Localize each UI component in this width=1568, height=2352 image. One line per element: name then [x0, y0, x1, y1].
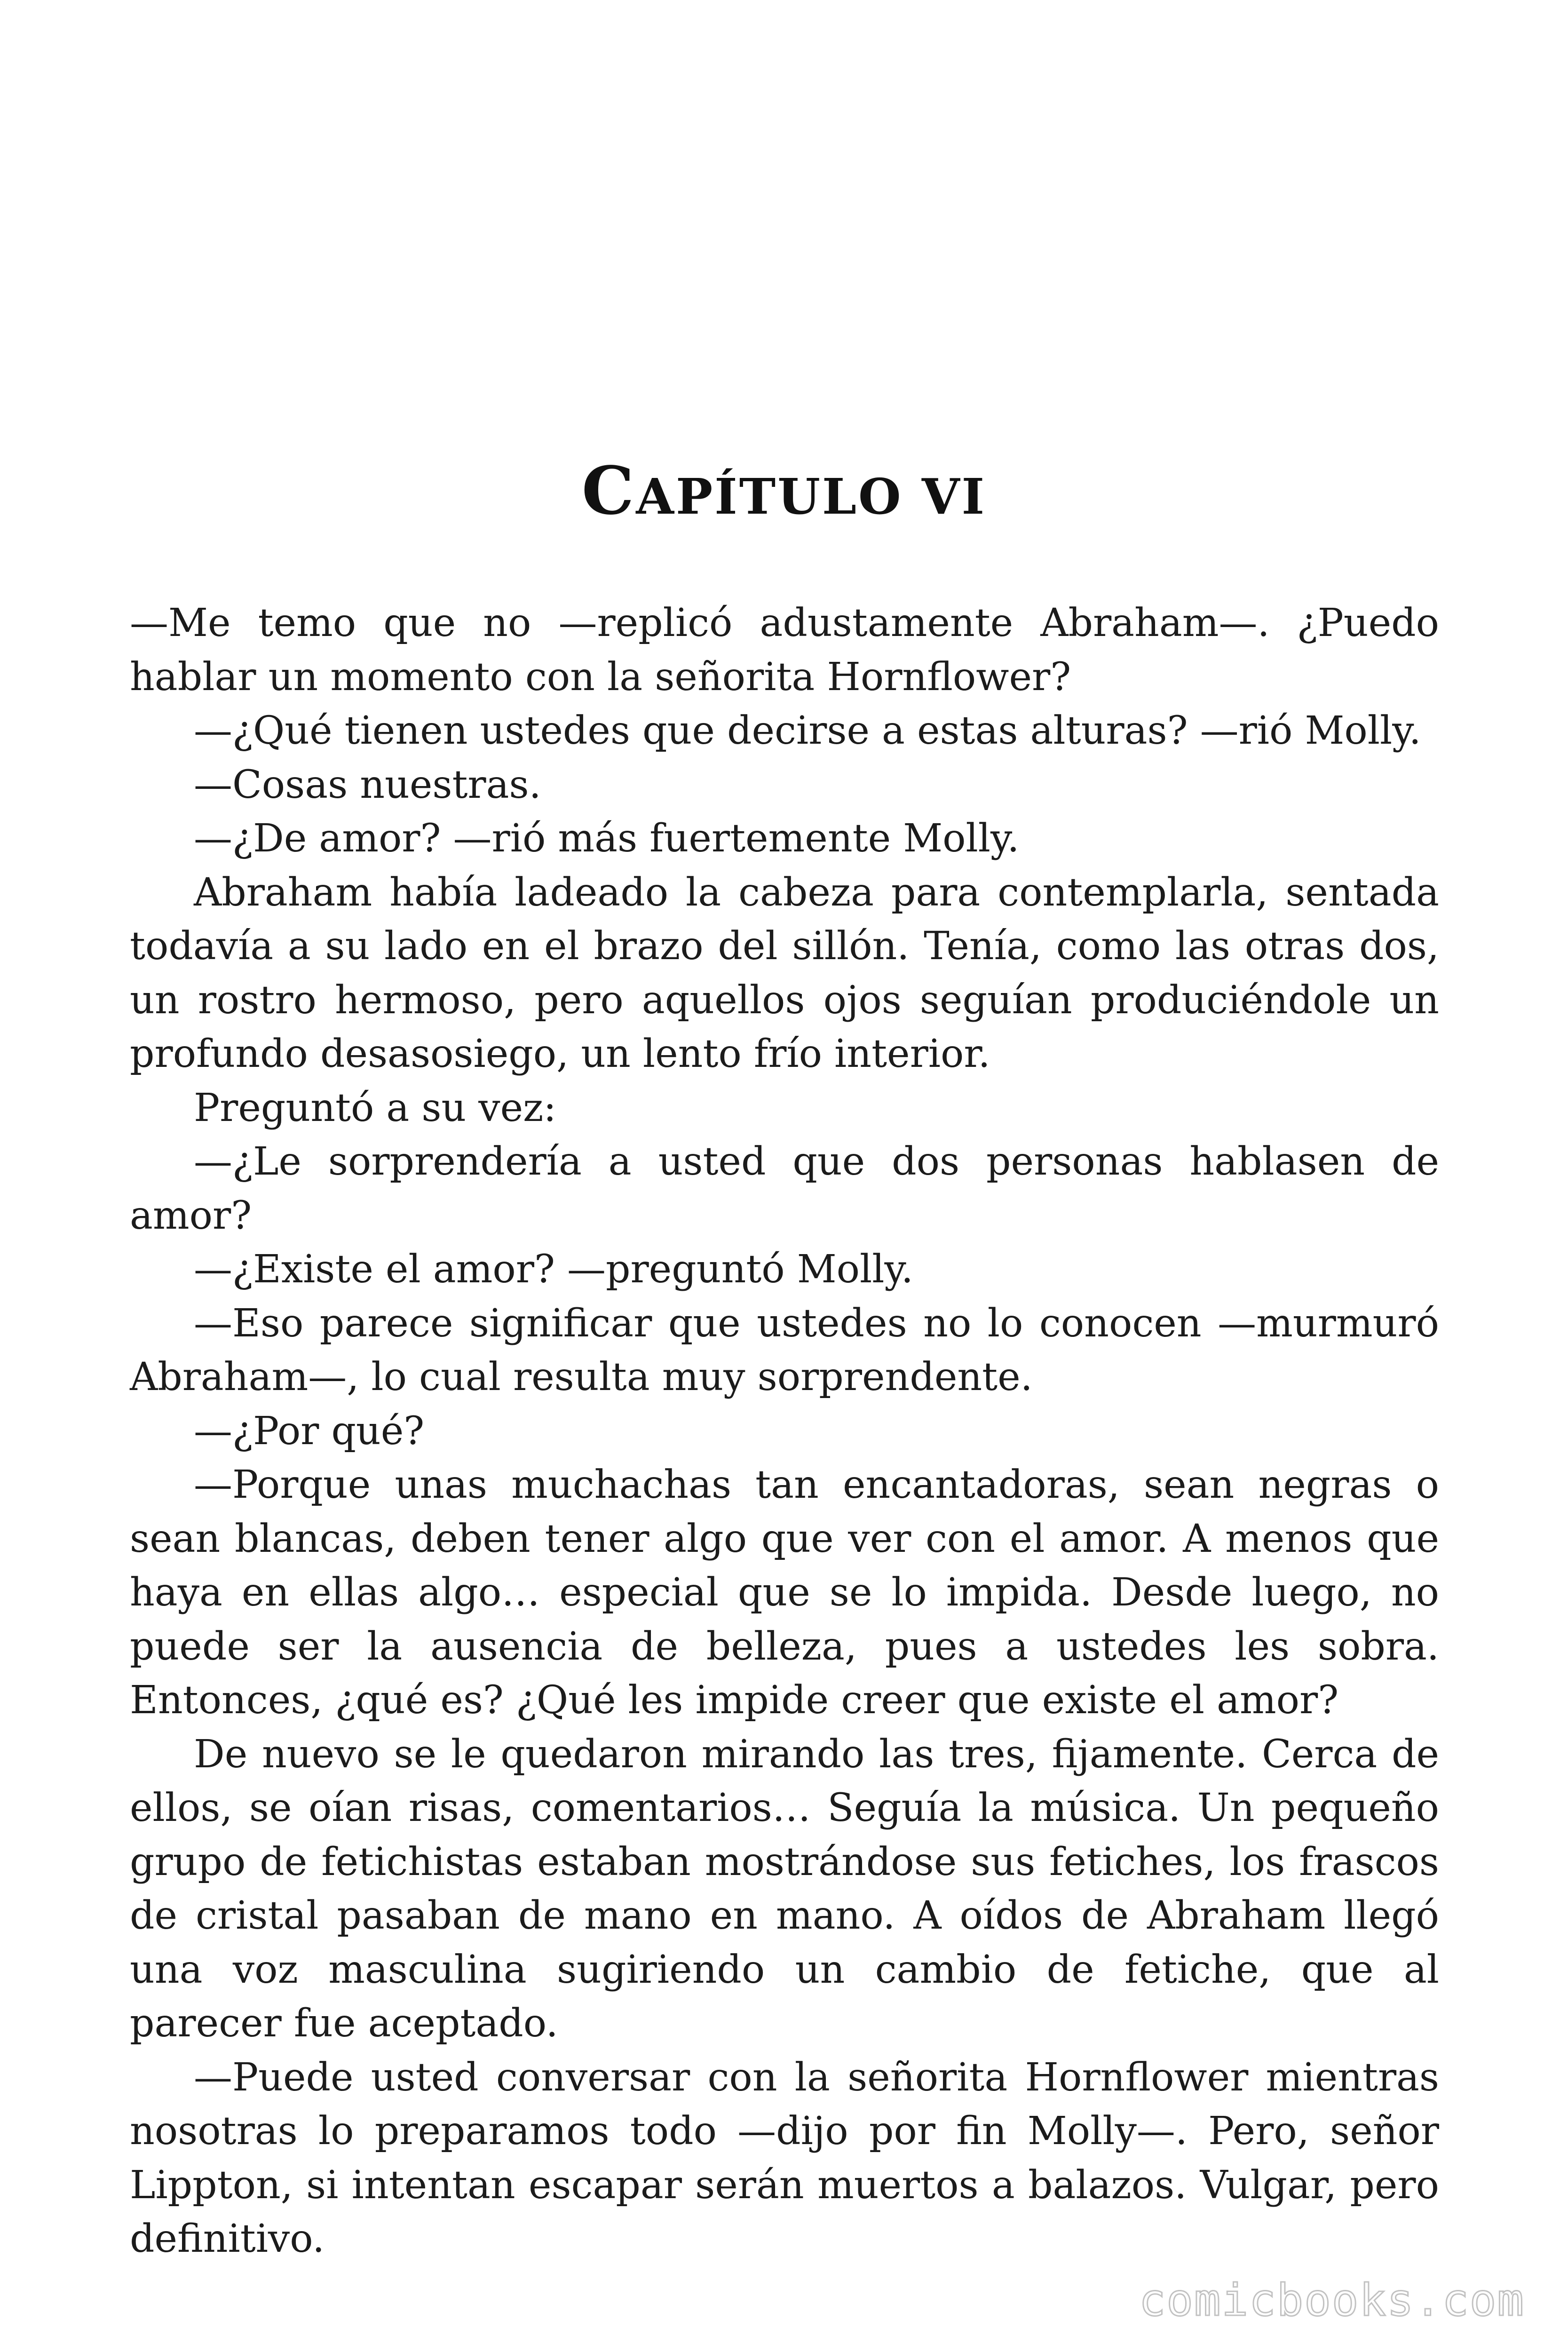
- paragraph: —Me temo que no —replicó adustamente Abraham—. ¿Puedo hablar un momento con la señorita Hornflower?: [130, 601, 1439, 699]
- paragraph: —Porque unas muchachas tan encantadoras, sean negras o sean blancas, deben tener algo que ver con el amor. A menos que haya en ellas algo… especial que se lo impida. Desde luego, no puede ser la ausencia de belleza, pues a ustedes les sobra. Entonces, ¿qué es? ¿Qué les impide creer que existe el amor?: [130, 1462, 1439, 1723]
- paragraph: —¿Qué tienen ustedes que decirse a estas alturas? —rió Molly.: [194, 708, 1421, 753]
- paragraph: —¿Le sorprendería a usted que dos personas hablasen de amor?: [130, 1139, 1439, 1238]
- paragraph: —Cosas nuestras.: [194, 762, 541, 807]
- paragraph: —¿De amor? —rió más fuertemente Molly.: [194, 816, 1020, 861]
- watermark: comicbooks.com: [1139, 2275, 1525, 2326]
- chapter-title: [0, 452, 1568, 531]
- paragraph: Abraham había ladeado la cabeza para contemplarla, sentada todavía a su lado en el brazo del sillón. Tenía, como las otras dos, un rostro hermoso, pero aquellos ojos seguían produciéndole un profundo desasosiego, un lento frío interior.: [130, 870, 1439, 1076]
- paragraph: —¿Por qué?: [194, 1408, 425, 1454]
- chapter-body: [130, 596, 1439, 2266]
- chapter-title-initial: C: [581, 453, 636, 530]
- paragraph: Preguntó a su vez:: [194, 1085, 556, 1130]
- paragraph: —¿Existe el amor? —preguntó Molly.: [194, 1247, 913, 1292]
- chapter-title-rest: APÍTULO VI: [636, 468, 987, 525]
- paragraph: —Puede usted conversar con la señorita Hornflower mientras nosotras lo preparamos todo —dijo por fin Molly—. Pero, señor Lippton, si intentan escapar serán muertos a balazos. Vulgar, pero definitivo.: [130, 2055, 1439, 2261]
- paragraph: De nuevo se le quedaron mirando las tres, fijamente. Cerca de ellos, se oían risas, comentarios… Seguía la música. Un pequeño grupo de fetichistas estaban mostrándose sus fetiches, los frascos de cristal pasaban de mano en mano. A oídos de Abraham llegó una voz masculina sugiriendo un cambio de fetiche, que al parecer fue aceptado.: [130, 1732, 1439, 2046]
- paragraph: —Eso parece significar que ustedes no lo conocen —murmuró Abraham—, lo cual resulta muy sorprendente.: [130, 1301, 1439, 1399]
